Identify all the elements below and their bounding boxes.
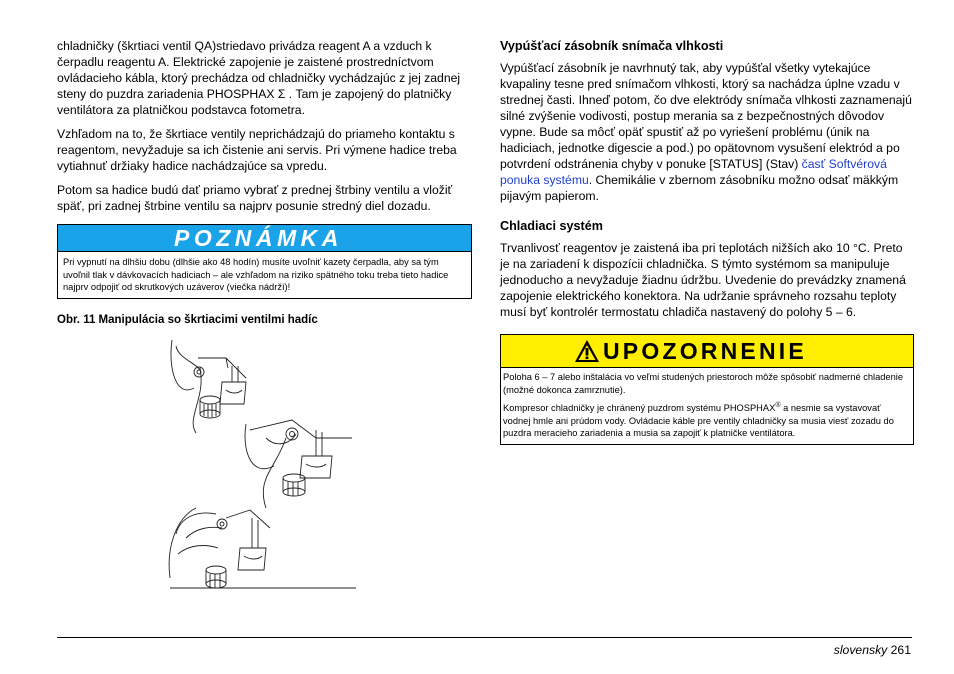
left-column	[57, 38, 472, 326]
warning-triangle-icon	[574, 339, 600, 363]
page-footer	[834, 643, 911, 657]
warning-header	[501, 335, 913, 368]
drain-text-end: . Chemikálie v zbernom zásobníku možno odsať mäkkým pijavým papierom.	[500, 173, 899, 203]
figure-panel-3	[169, 508, 356, 588]
figure-caption: Obr. 11 Manipulácia so škrtiacimi ventilmi hadíc	[57, 313, 318, 326]
warning-paragraph-2	[503, 400, 909, 440]
section-heading-drain: Vypúšťací zásobník snímača vlhkosti	[500, 39, 724, 53]
valve-handling-figure	[166, 338, 358, 590]
warning-title: UPOZORNENIE	[603, 337, 807, 364]
footer-divider	[57, 637, 912, 638]
right-column	[500, 38, 914, 445]
page-number: 261	[890, 643, 911, 657]
body-paragraph-1: chladničky (škrtiaci ventil QA)striedavo privádza reagent A a vzduch k čerpadlu reagentu A. Elektrické zapojenie je zaistené prostredníctvom ovládacieho kábla, ktorý prechádza od chladničky vychádzajúc z jej zadnej steny do puzdra zariadenia PHOSPHAX Σ . Tam je zapojený do platničky ventilátora za platničkou podstavca fotometra.	[57, 39, 461, 117]
section-heading-cooling: Chladiaci systém	[500, 219, 603, 233]
software-menu-link[interactable]: časť Softvérová ponuka systému	[500, 157, 887, 187]
figure-panel-1	[171, 340, 246, 433]
figure-panel-2	[245, 420, 352, 508]
note-header	[58, 225, 471, 252]
drain-paragraph	[500, 60, 914, 204]
cooling-paragraph: Trvanlivosť reagentov je zaistená iba pri teplotách nižších ako 10 °C. Preto je na zariadení k dispozícii chladnička. S týmto systémom sa manipuluje jednoducho a nevyžaduje žiadnu údržbu. Uvedenie do prevádzky znamená zapojenie elektrického konektora. Na udržanie správneho rozsahu teploty musí byť kontrolér termostatu chladiča nastavený do polohy 5 – 6.	[500, 241, 906, 319]
warning-paragraph-1: Poloha 6 – 7 alebo inštalácia vo veľmi studených priestoroch môže spôsobiť nadmerné chladenie (možné dokonca zamrznutie).	[503, 372, 904, 395]
note-text: Pri vypnutí na dlhšiu dobu (dlhšie ako 48 hodín) musíte uvoľniť kazety čerpadla, aby sa tým uvoľnil tlak v dávkovacích hadiciach – ale vzhľadom na riziko spätného toku treba tieto hadice najprv odpojiť od skrutkových uzáverov (viečka nádrží)!	[63, 257, 449, 292]
warning-body	[501, 368, 913, 444]
warning-box	[500, 334, 914, 445]
note-box	[57, 224, 472, 299]
body-paragraph-2: Vzhľadom na to, že škrtiace ventily neprichádzajú do priameho kontaktu s reagentom, nevyžaduje sa ich čistenie ani servis. Pri výmene hadice treba vytiahnuť držiaky hadice nachádzajúce sa vpredu.	[57, 127, 457, 173]
footer-language: slovensky	[833, 643, 888, 657]
warning-text-b: a nesmie sa vystavovať vodnej hmle ani prúdom vody. Ovládacie káble pre ventily chladničky sa musia viesť zozadu do puzdra meracieho zariadenia a musia sa zapojiť k platničke ventilátora.	[503, 403, 894, 439]
drain-text: Vypúšťací zásobník je navrhnutý tak, aby vypúšťal všetky vytekajúce kvapaliny tesne pred snímačom vlhkosti, ktorý sa nachádza úplne vzadu v strednej časti. Ihneď potom, čo dve elektródy snímača vlhkosti zaznamenajú silné zvýšenie vodivosti, postup merania sa z bezpečnostných dôvodov vypne. Bude sa môcť opäť spustiť až po vyriešení problému (únik na hadiciach, jednotke digescie a pod.) po opätovnom vysušení elektród a po potvrdení odstránenia chyby v ponuke [STATUS] (Stav)	[500, 61, 912, 171]
warning-text-a: Kompresor chladničky je chránený puzdrom systému PHOSPHAX	[503, 403, 776, 414]
note-title: POZNÁMKA	[174, 224, 343, 251]
body-paragraph-3: Potom sa hadice budú dať priamo vybrať z prednej štrbiny ventilu a vložiť späť, pri zadnej štrbine ventilu sa najprv posunie stredný diel dozadu.	[57, 183, 453, 213]
registered-mark: ®	[775, 402, 781, 409]
